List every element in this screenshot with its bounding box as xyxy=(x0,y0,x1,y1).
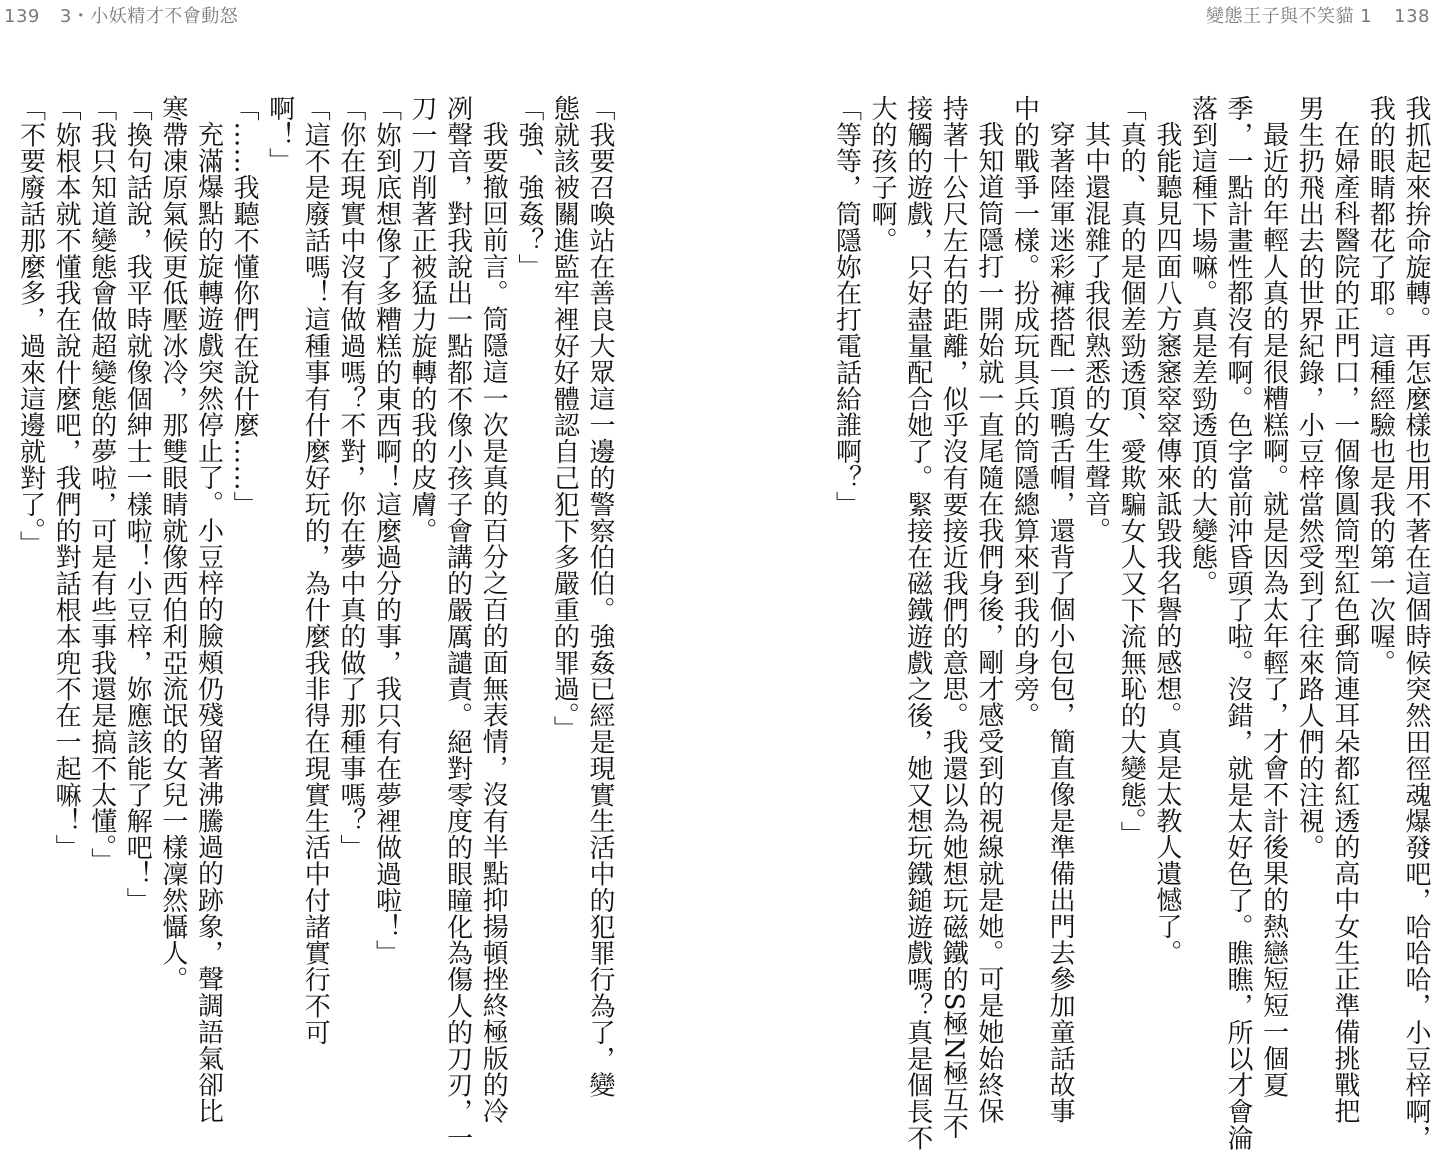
text-line: 季，一點計畫性都沒有啊。色字當前沖昏頭了啦。沒錯，就是太好色了。瞧瞧，所以才會淪 xyxy=(1223,95,1254,1151)
text-line: 我能聽見四面八方窸窸窣窣傳來詆毀我名譽的感想。真是太教人遺憾了。 xyxy=(1151,121,1182,966)
text-line: 持著十公尺左右的距離，似乎沒有要接近我們的意思。我還以為她想玩磁鐵的S極N極互不 xyxy=(938,95,969,1140)
text-line: 「等等，筒隱妳在打電話給誰啊？」 xyxy=(831,95,862,518)
right-page-body xyxy=(831,95,1433,1151)
text-line: 冽聲音，對我說出一點都不像小孩子會講的嚴厲譴責。絕對零度的眼瞳化為傷人的刀刃，一 xyxy=(442,95,473,1151)
right-page-number: 138 xyxy=(1394,6,1430,27)
text-line: 中的戰爭一樣。扮成玩具兵的筒隱總算來到我的身旁。 xyxy=(1009,95,1040,729)
text-line: 大的孩子啊。 xyxy=(867,95,898,254)
text-line: 「……我聽不懂你們在說什麼……」 xyxy=(229,95,260,518)
text-line: 啊！」 xyxy=(264,95,295,175)
text-line: 充滿爆點的旋轉遊戲突然停止了。小豆梓的臉頰仍殘留著沸騰過的跡象，聲調語氣卻比 xyxy=(193,121,224,1125)
left-page-header xyxy=(4,2,238,28)
text-line: 「換句話說，我平時就像個紳士一樣啦！小豆梓，妳應該能了解吧！」 xyxy=(122,95,153,914)
text-line: 男生扔飛出去的世界紀錄，小豆梓當然受到了往來路人們的注視。 xyxy=(1294,95,1325,861)
text-line: 「妳到底想像了多糟糕的東西啊！這麼過分的事，我只有在夢裡做過啦！」 xyxy=(371,95,402,967)
text-line: 「我只知道變態會做超變態的夢啦，可是有些事我還是搞不太懂。」 xyxy=(86,95,117,874)
text-line: 在婦產科醫院的正門口，一個像圓筒型紅色郵筒連耳朵都紅透的高中女生正準備挑戰把 xyxy=(1329,121,1360,1125)
text-line: 接觸的遊戲，只好盡量配合她了。緊接在磁鐵遊戲之後，她又想玩鐵鎚遊戲嗎？真是個長不 xyxy=(902,95,933,1151)
right-page-header xyxy=(1206,2,1430,28)
chapter-title: 3・小妖精才不會動怒 xyxy=(59,6,239,27)
text-line: 我要撤回前言。筒隱這一次是真的百分之百的面無表情，沒有半點抑揚頓挫終極版的冷 xyxy=(478,121,509,1125)
text-line: 「強、強姦？」 xyxy=(513,95,544,280)
text-line: 態就該被關進監牢裡好好體認自己犯下多嚴重的罪過。」 xyxy=(549,95,580,742)
text-line: 我的眼睛都花了耶。這種經驗也是我的第一次喔。 xyxy=(1365,95,1396,676)
text-line: 我抓起來拚命旋轉。再怎麼樣也用不著在這個時候突然田徑魂爆發吧，哈哈哈，小豆梓啊， xyxy=(1401,95,1431,1151)
text-line: 寒帶凍原氣候更低壓冰冷，那雙眼睛就像西伯利亞流氓的女兒一樣凜然懾人。 xyxy=(157,95,188,993)
text-line: 我知道筒隱打一開始就一直尾隨在我們身後，剛才感受到的視線就是她。可是她始終保 xyxy=(973,121,1004,1125)
text-line: 最近的年輕人真的是很糟糕啊。就是因為太年輕了，才會不計後果的熱戀短短一個夏 xyxy=(1258,121,1289,1098)
right-page xyxy=(717,0,1434,1151)
text-line: 「不要廢話那麼多，過來這邊就對了。」 xyxy=(15,95,46,558)
left-page-number: 139 xyxy=(4,6,40,27)
text-line: 「你在現實中沒有做過嗎？不對，你在夢中真的做了那種事嗎？」 xyxy=(335,95,366,861)
book-title: 變態王子與不笑貓 1 xyxy=(1205,6,1373,27)
text-line: 「這不是廢話嗎！這種事有什麼好玩的，為什麼我非得在現實生活中付諸實行不可 xyxy=(300,95,331,1046)
text-line: 穿著陸軍迷彩褲搭配一頂鴨舌帽，還背了個小包包，簡直像是準備出門去參加童話故事 xyxy=(1045,121,1076,1125)
left-page-body xyxy=(0,95,617,1151)
text-line: 「我要召喚站在善良大眾這一邊的警察伯伯。強姦已經是現實生活中的犯罪行為了，變 xyxy=(585,95,615,1099)
text-line: 「妳根本就不懂我在說什麼吧，我們的對話根本兜不在一起嘛！」 xyxy=(51,95,82,861)
text-line: 其中還混雜了我很熟悉的女生聲音。 xyxy=(1080,121,1111,544)
text-line: 落到這種下場嘛。真是差勁透頂的大變態。 xyxy=(1187,95,1218,597)
text-line: 「真的、真的是個差勁透頂、愛欺騙女人又下流無恥的大變態。」 xyxy=(1116,95,1147,848)
text-line: 刀一刀削著正被猛力旋轉的我的皮膚。 xyxy=(407,95,438,544)
